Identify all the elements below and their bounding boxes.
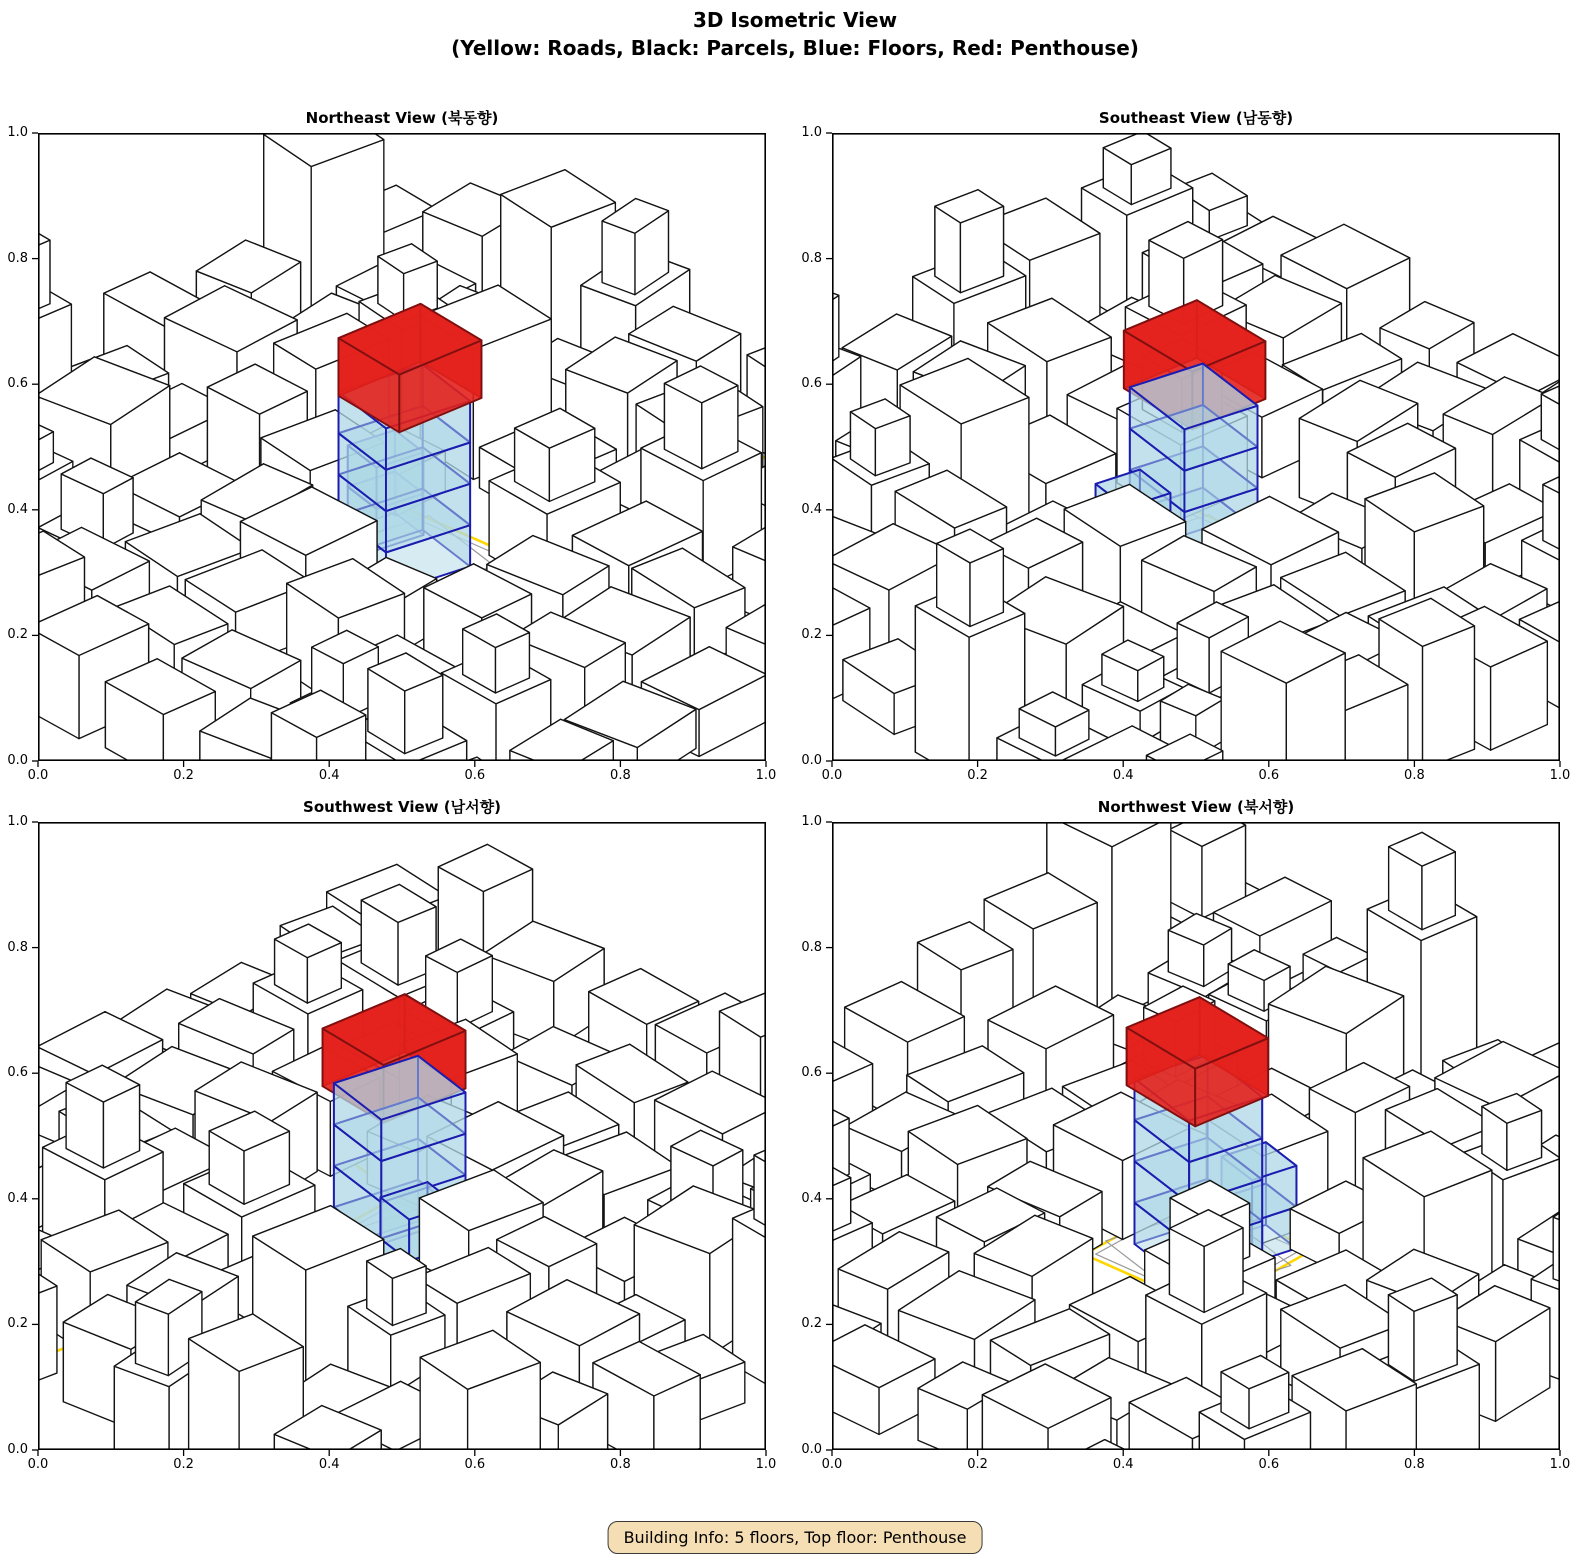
subplot-title-southwest: Southwest View (남서향) [303, 798, 501, 816]
figure-title-line2: (Yellow: Roads, Black: Parcels, Blue: Floors, Red: Penthouse) [451, 36, 1139, 60]
scene-southeast [832, 133, 1560, 761]
building-info-badge: Building Info: 5 floors, Top floor: Penthouse [608, 1521, 983, 1554]
x-tick-label: 0.4 [318, 1457, 340, 1472]
x-tick-label: 0.2 [173, 768, 194, 783]
y-tick-label: 0.8 [801, 250, 822, 266]
x-tick-label: 0.4 [318, 768, 340, 783]
subplot-southeast [801, 109, 1571, 783]
scene-northwest [832, 822, 1560, 1450]
x-tick-label: 0.8 [1404, 768, 1425, 783]
subplot-southwest [7, 798, 777, 1472]
x-tick-label: 0.2 [967, 768, 988, 783]
x-tick-label: 0.0 [27, 1457, 49, 1472]
figure-title [0, 6, 1590, 62]
x-tick-label: 0.6 [464, 768, 486, 783]
x-tick-label: 0.4 [1112, 1457, 1134, 1472]
x-tick-label: 0.0 [821, 768, 843, 783]
y-tick-label: 0.2 [801, 1316, 822, 1332]
subplot-title-northwest: Northwest View (북서향) [1097, 798, 1295, 816]
x-tick-label: 0.6 [1258, 1457, 1280, 1472]
y-tick-label: 0.4 [7, 1190, 28, 1206]
subplot-title-southeast: Southeast View (남동향) [1098, 109, 1294, 127]
x-tick-label: 0.0 [821, 1457, 843, 1472]
y-tick-label: 0.8 [7, 250, 28, 266]
y-tick-label: 0.6 [7, 376, 28, 392]
figure-title-line1: 3D Isometric View [692, 8, 898, 32]
y-tick-label: 0.0 [801, 753, 822, 768]
x-tick-label: 1.0 [1549, 768, 1571, 783]
y-tick-label: 0.6 [801, 376, 822, 392]
y-tick-label: 0.0 [801, 1442, 822, 1457]
x-tick-label: 0.6 [464, 1457, 486, 1472]
x-tick-label: 0.8 [610, 1457, 631, 1472]
y-tick-label: 0.2 [7, 1316, 28, 1332]
y-tick-label: 0.4 [7, 501, 28, 517]
x-tick-label: 0.4 [1112, 768, 1134, 783]
y-tick-label: 0.4 [801, 501, 822, 517]
x-tick-label: 0.0 [27, 768, 49, 783]
y-tick-label: 0.2 [801, 627, 822, 643]
subplot-title-northeast: Northeast View (북동향) [305, 109, 499, 127]
y-tick-label: 0.2 [7, 627, 28, 643]
x-tick-label: 1.0 [755, 1457, 777, 1472]
x-tick-label: 0.2 [173, 1457, 194, 1472]
y-tick-label: 0.4 [801, 1190, 822, 1206]
scene-southwest [38, 822, 766, 1450]
x-tick-label: 0.8 [1404, 1457, 1425, 1472]
y-tick-label: 0.6 [7, 1065, 28, 1081]
y-tick-label: 1.0 [801, 814, 822, 829]
y-tick-label: 1.0 [801, 125, 822, 140]
x-tick-label: 0.6 [1258, 768, 1280, 783]
x-tick-label: 0.2 [967, 1457, 988, 1472]
y-tick-label: 0.8 [7, 939, 28, 955]
y-tick-label: 0.0 [7, 753, 28, 768]
subplot-northwest [801, 798, 1571, 1472]
y-tick-label: 1.0 [7, 814, 28, 829]
x-tick-label: 1.0 [1549, 1457, 1571, 1472]
y-tick-label: 0.0 [7, 1442, 28, 1457]
x-tick-label: 1.0 [755, 768, 777, 783]
y-tick-label: 0.8 [801, 939, 822, 955]
subplot-northeast [7, 109, 777, 783]
scene-northeast [38, 133, 766, 761]
x-tick-label: 0.8 [610, 768, 631, 783]
y-tick-label: 1.0 [7, 125, 28, 140]
y-tick-label: 0.6 [801, 1065, 822, 1081]
